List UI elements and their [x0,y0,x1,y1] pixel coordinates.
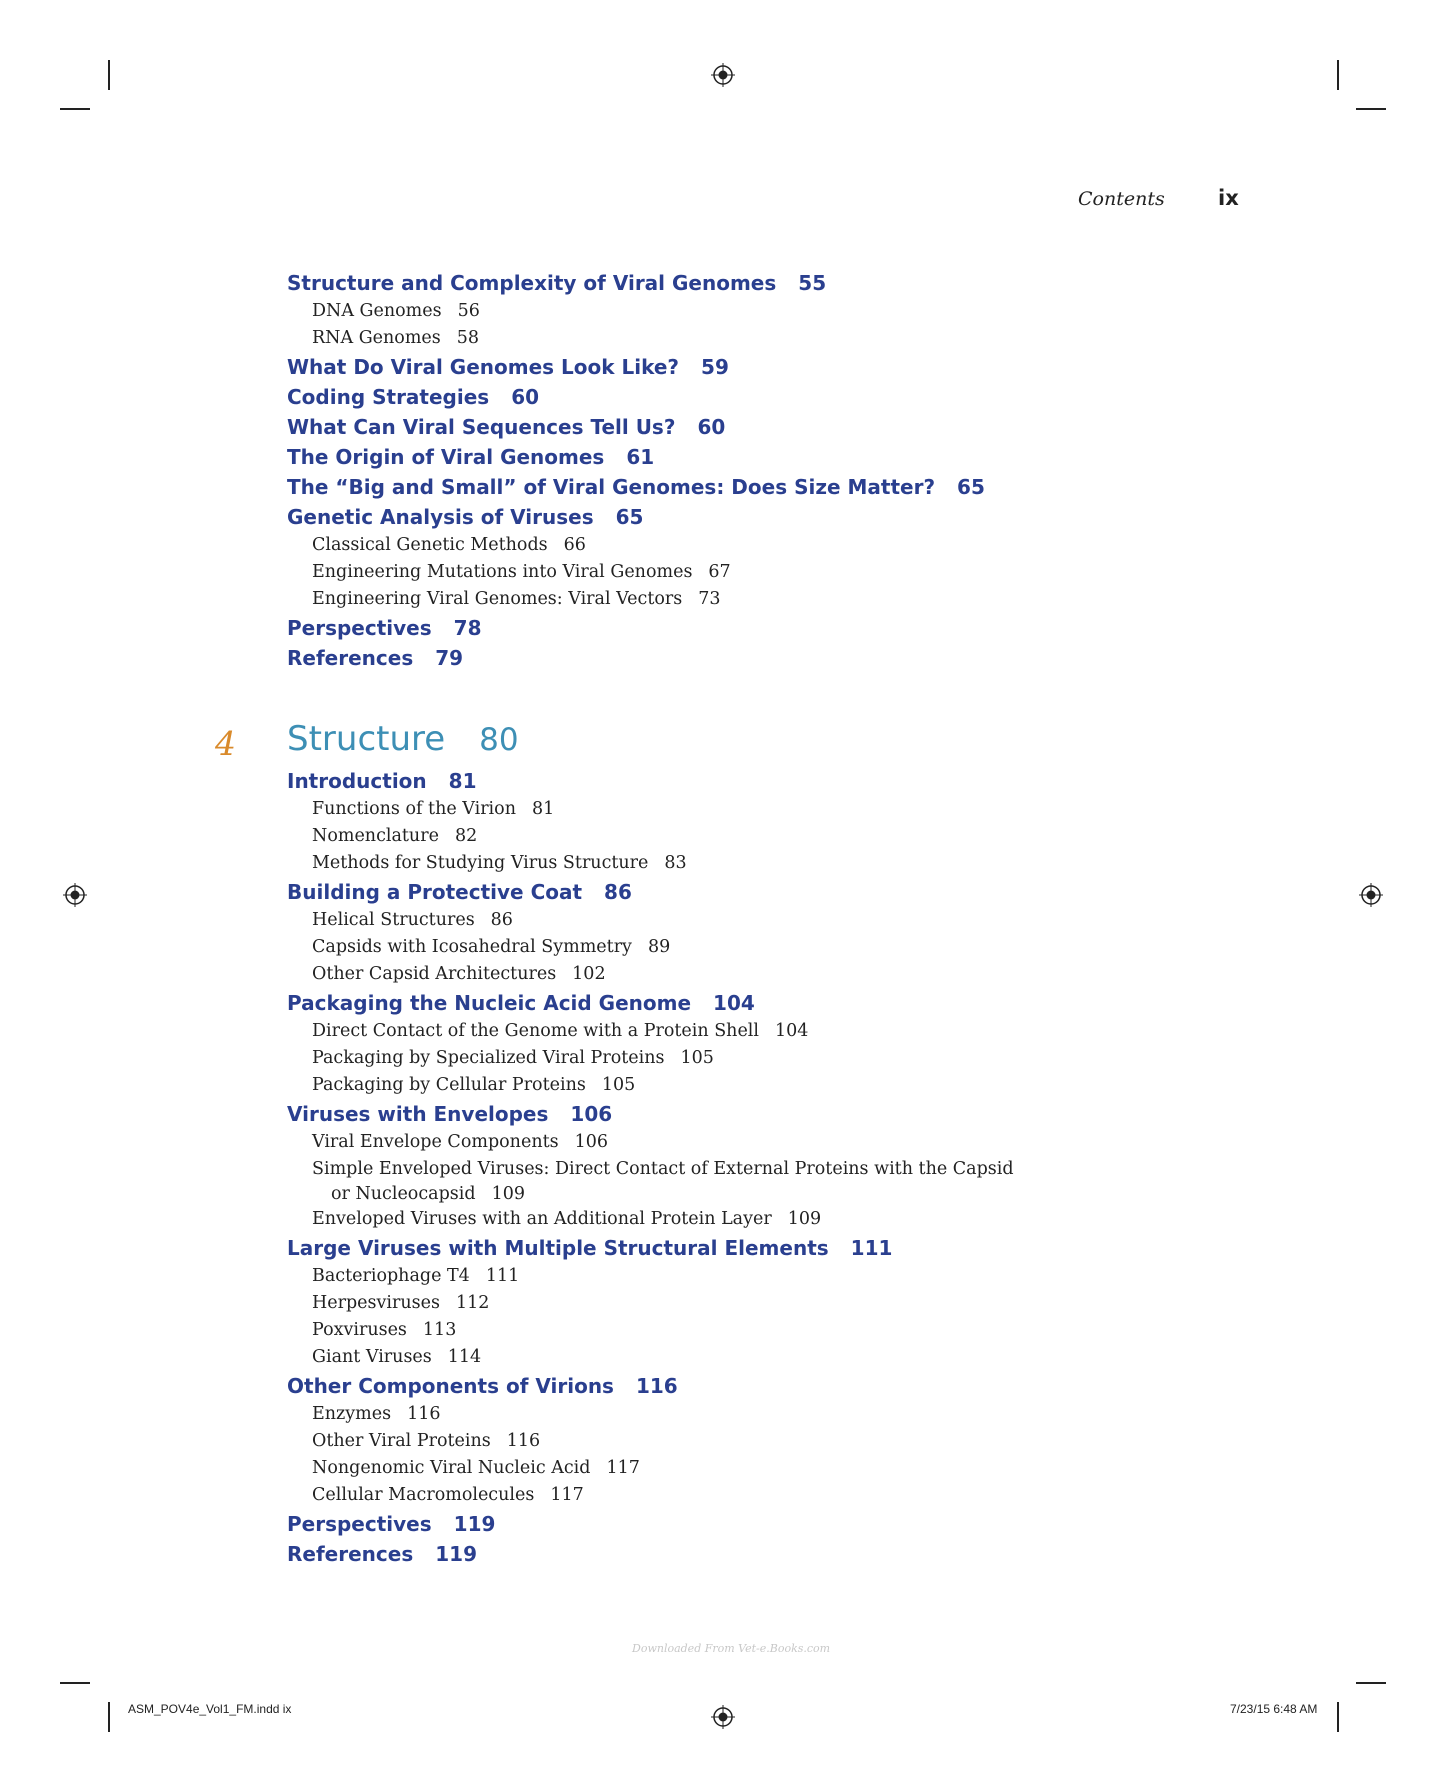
chapter-number: 4 [215,724,236,763]
table-of-contents [215,268,1187,1569]
toc-entry-title: Perspectives [287,616,432,640]
toc-page-number: 56 [457,301,480,321]
toc-entry-title: Enzymes [312,1404,392,1424]
toc-subheading-entry[interactable] [287,1317,1187,1344]
toc-entry-title: Classical Genetic Methods [312,535,548,555]
page-folio: ix [1218,186,1239,210]
toc-page-number: 81 [448,769,477,793]
toc-subheading-entry[interactable] [287,1129,1187,1156]
toc-page-number: 116 [407,1404,441,1424]
toc-entry-title: Engineering Mutations into Viral Genomes [312,562,693,582]
toc-entry-title: Enveloped Viruses with an Additional Protein Layer [312,1209,772,1229]
toc-subheading-entry[interactable] [287,1482,1187,1509]
toc-heading-entry[interactable] [287,613,1187,643]
toc-page-number: 113 [422,1320,457,1340]
toc-entry-title: Other Viral Proteins [312,1431,491,1451]
toc-heading-entry[interactable] [287,1539,1187,1569]
toc-page-number: 82 [454,826,478,846]
toc-entry-title: Large Viruses with Multiple Structural Elements [287,1236,829,1260]
toc-heading-entry[interactable] [287,382,1187,412]
toc-page-number: 86 [490,910,513,930]
toc-entry-title: Other Capsid Architectures [312,964,557,984]
toc-heading-entry[interactable] [287,643,1187,673]
toc-page-number: 60 [697,415,726,439]
toc-subheading-entry[interactable] [287,1018,1187,1045]
toc-entry-title: Packaging by Cellular Proteins [312,1075,586,1095]
toc-entry-title: Herpesviruses [312,1293,440,1313]
toc-entry-title: Viral Envelope Components [312,1132,559,1152]
toc-subheading-entry[interactable] [287,907,1187,934]
toc-page-number: 79 [435,646,464,670]
toc-entry-title: Perspectives [287,1512,432,1536]
toc-subheading-entry[interactable] [287,1344,1187,1371]
toc-page-number: 81 [531,799,555,819]
toc-subheading-entry[interactable] [287,850,1187,877]
toc-heading-entry[interactable] [287,877,1187,907]
registration-mark-icon [63,883,87,907]
registration-mark-icon [1359,883,1383,907]
toc-page-number: 89 [647,937,671,957]
toc-entry-title: Packaging the Nucleic Acid Genome [287,991,692,1015]
toc-page-number: 111 [485,1266,520,1286]
toc-subheading-entry[interactable] [287,586,1187,613]
toc-section-chapter-4 [287,766,1187,1569]
toc-page-number: 117 [550,1485,584,1505]
toc-subheading-entry[interactable] [287,1455,1187,1482]
toc-entry-title: References [287,646,414,670]
toc-heading-entry[interactable] [287,268,1187,298]
toc-subheading-entry[interactable] [287,934,1187,961]
toc-entry-title: Engineering Viral Genomes: Viral Vectors [312,589,683,609]
crop-mark [108,1702,110,1732]
toc-entry-title: Packaging by Specialized Viral Proteins [312,1048,665,1068]
toc-subheading-entry[interactable] [287,298,1187,325]
toc-heading-entry[interactable] [287,472,1187,502]
crop-mark [108,60,110,90]
toc-entry-title: Poxviruses [312,1320,407,1340]
toc-subheading-entry[interactable] [287,1045,1187,1072]
toc-entry-title: Helical Structures [312,910,475,930]
toc-entry-title: Bacteriophage T4 [312,1266,470,1286]
toc-entry-title-continued-text: or Nucleocapsid [331,1184,476,1204]
toc-entry-title: Methods for Studying Virus Structure [312,853,649,873]
crop-mark [1337,60,1339,90]
toc-page-number: 55 [798,271,827,295]
toc-subheading-entry[interactable] [287,961,1187,988]
toc-entry-title: What Do Viral Genomes Look Like? [287,355,680,379]
toc-heading-entry[interactable] [287,412,1187,442]
toc-page-number: 106 [570,1102,613,1126]
toc-entry-title: Building a Protective Coat [287,880,583,904]
toc-entry-title: Introduction [287,769,427,793]
toc-entry-title: Genetic Analysis of Viruses [287,505,594,529]
toc-entry-title: Nongenomic Viral Nucleic Acid [312,1458,591,1478]
toc-page-number: 104 [713,991,755,1015]
toc-page-number: 59 [701,355,729,379]
footer-file-name: ASM_POV4e_Vol1_FM.indd ix [128,1702,292,1716]
toc-entry-title: Other Components of Virions [287,1374,614,1398]
crop-mark [1337,1702,1339,1732]
toc-heading-entry[interactable] [287,1233,1187,1263]
running-head-title: Contents [1078,188,1165,210]
toc-entry-title: Functions of the Virion [312,799,516,819]
toc-page-number: 114 [447,1347,482,1367]
toc-entry-title: The Origin of Viral Genomes [287,445,605,469]
toc-page-number: 67 [708,562,731,582]
toc-subheading-entry[interactable] [287,1156,1187,1206]
toc-page-number: 119 [435,1542,477,1566]
chapter-page-number: 80 [479,722,519,758]
toc-page-number: 104 [775,1021,809,1041]
toc-heading-entry[interactable] [287,1099,1187,1129]
toc-heading-entry[interactable] [287,1371,1187,1401]
toc-page-number: 116 [635,1374,678,1398]
chapter-title-text: Structure [287,719,446,759]
running-head [0,188,1445,214]
toc-entry-title: Giant Viruses [312,1347,432,1367]
toc-entry-title: Capsids with Icosahedral Symmetry [312,937,632,957]
toc-entry-title: Cellular Macromolecules [312,1485,535,1505]
toc-entry-title: Structure and Complexity of Viral Genomes [287,271,777,295]
toc-entry-title: Direct Contact of the Genome with a Protein Shell [312,1021,760,1041]
toc-subheading-entry[interactable] [287,325,1187,352]
crop-mark [60,108,90,110]
watermark: Downloaded From Vet-e.Books.com [632,1642,831,1655]
toc-page-number: 58 [456,328,480,348]
toc-page-number: 119 [453,1512,496,1536]
toc-entry-title: The “Big and Small” of Viral Genomes: Does Size Matter? [287,475,936,499]
toc-page-number: 83 [664,853,687,873]
chapter-heading [215,717,1187,763]
toc-page-number: 112 [455,1293,490,1313]
crop-mark [1356,1682,1386,1684]
toc-page-number: 105 [601,1075,636,1095]
toc-page-number: 65 [957,475,985,499]
toc-subheading-entry[interactable] [287,1428,1187,1455]
toc-page-number: 109 [787,1209,822,1229]
toc-entry-title: References [287,1542,414,1566]
toc-heading-entry[interactable] [287,766,1187,796]
toc-page-number: 78 [453,616,482,640]
toc-page-number: 65 [615,505,644,529]
toc-subheading-entry[interactable] [287,823,1187,850]
toc-subheading-entry[interactable] [287,1401,1187,1428]
registration-mark-icon [711,63,735,87]
crop-mark [1356,108,1386,110]
toc-page-number: 106 [574,1132,609,1152]
footer-datetime: 7/23/15 6:48 AM [1230,1702,1318,1716]
toc-subheading-entry[interactable] [287,1263,1187,1290]
toc-entry-title: Nomenclature [312,826,439,846]
toc-page-number: 66 [563,535,586,555]
toc-page-number: 109 [491,1184,525,1204]
chapter-title[interactable] [287,717,1187,762]
toc-section-previous [287,268,1187,673]
toc-heading-entry[interactable] [287,988,1187,1018]
toc-heading-entry[interactable] [287,352,1187,382]
toc-entry-title: What Can Viral Sequences Tell Us? [287,415,676,439]
toc-page-number: 102 [572,964,606,984]
registration-mark-icon [711,1705,735,1729]
toc-subheading-entry[interactable] [287,532,1187,559]
toc-heading-entry[interactable] [287,442,1187,472]
toc-entry-title: RNA Genomes [312,328,441,348]
toc-subheading-entry[interactable] [287,1072,1187,1099]
toc-page-number: 105 [680,1048,714,1068]
toc-page-number: 61 [626,445,655,469]
toc-entry-title: Viruses with Envelopes [287,1102,549,1126]
toc-page-number: 117 [606,1458,640,1478]
toc-subheading-entry[interactable] [287,1290,1187,1317]
toc-subheading-entry[interactable] [287,1206,1187,1233]
toc-heading-entry[interactable] [287,502,1187,532]
toc-heading-entry[interactable] [287,1509,1187,1539]
toc-page-number: 111 [850,1236,893,1260]
toc-entry-title-continued [312,1183,1187,1206]
toc-entry-title: Coding Strategies [287,385,490,409]
toc-subheading-entry[interactable] [287,796,1187,823]
toc-page-number: 73 [698,589,721,609]
toc-subheading-entry[interactable] [287,559,1187,586]
crop-mark [60,1682,90,1684]
toc-entry-title: Simple Enveloped Viruses: Direct Contact of External Proteins with the Capsid [312,1159,1014,1179]
toc-page-number: 116 [506,1431,541,1451]
toc-entry-title: DNA Genomes [312,301,442,321]
toc-page-number: 86 [604,880,632,904]
toc-page-number: 60 [511,385,540,409]
